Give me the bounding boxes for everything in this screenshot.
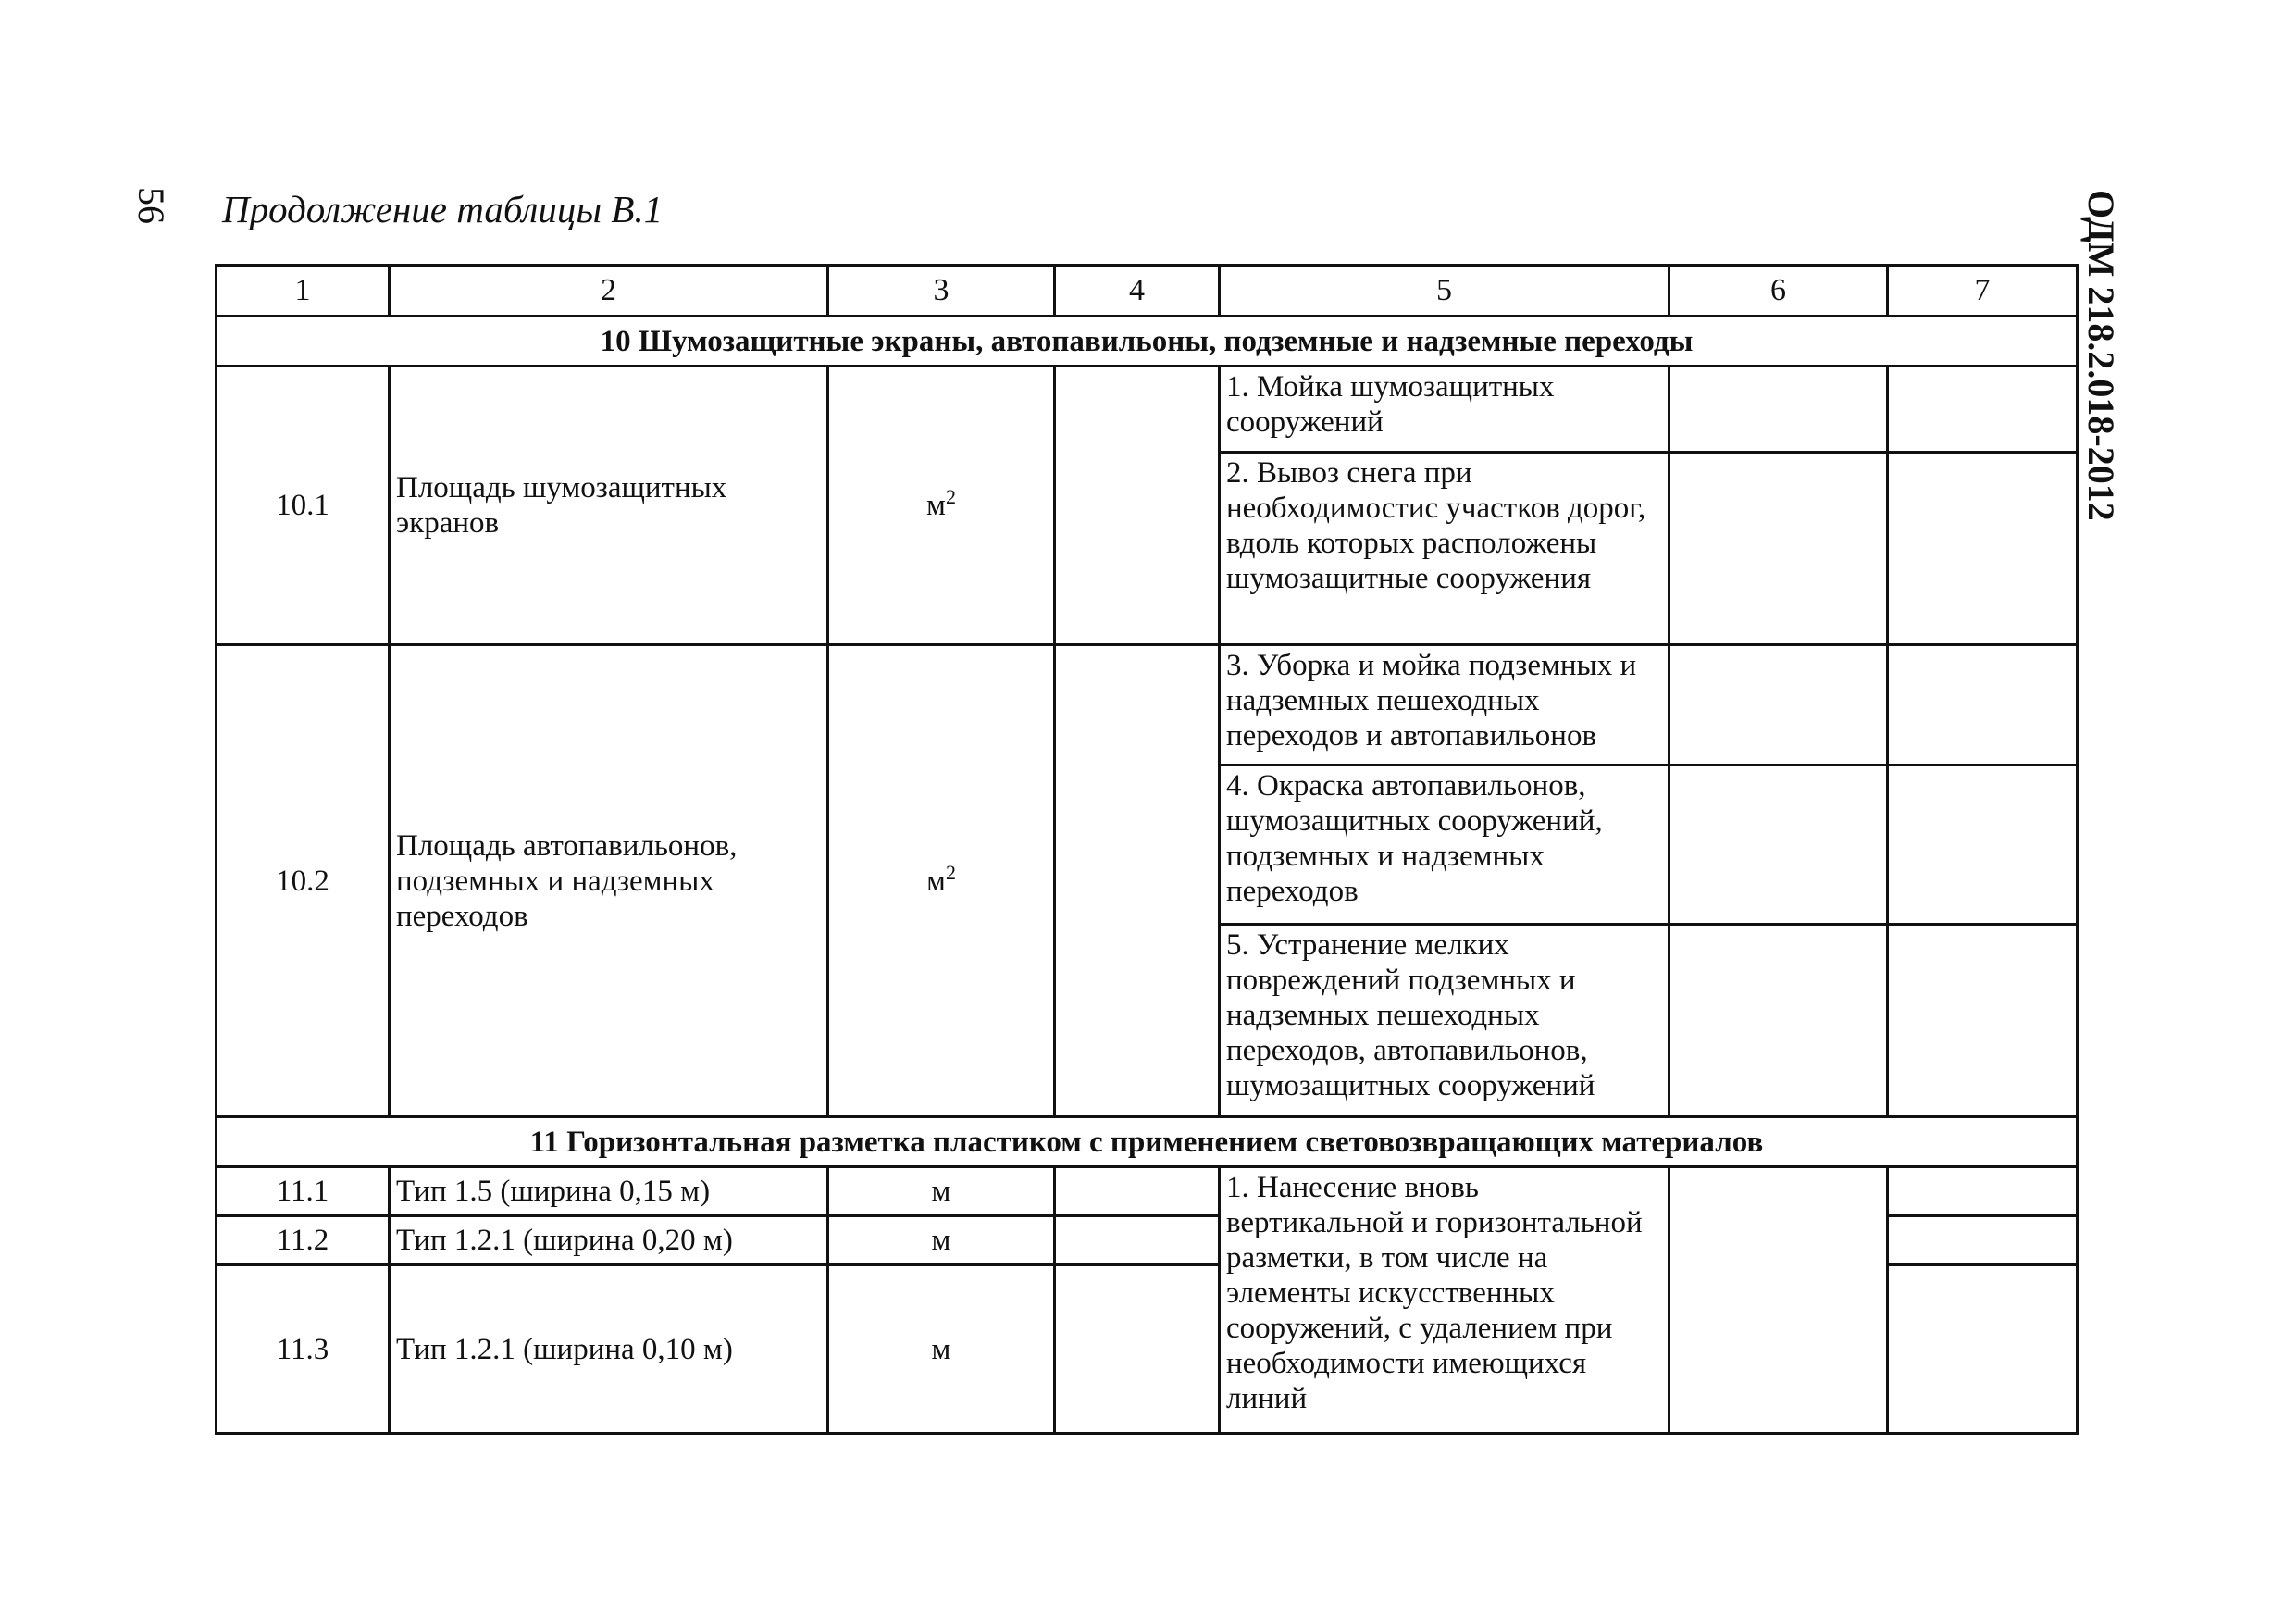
header-cell: 5	[1220, 266, 1669, 317]
empty-cell	[1888, 1265, 2078, 1434]
row-unit	[828, 367, 1055, 645]
empty-cell	[1055, 1265, 1220, 1434]
empty-cell	[1888, 1216, 2078, 1265]
row-number: 11.2	[217, 1216, 390, 1265]
empty-cell	[1669, 453, 1888, 645]
empty-cell	[1055, 367, 1220, 645]
empty-cell	[1055, 1216, 1220, 1265]
table-row	[217, 1167, 2078, 1216]
row-unit: м	[828, 1167, 1055, 1216]
table-caption: Продолжение таблицы В.1	[222, 188, 664, 230]
work-item: 1. Мойка шумозащитных сооружений	[1220, 367, 1669, 453]
row-number: 11.1	[217, 1167, 390, 1216]
header-row	[217, 266, 2078, 317]
empty-cell	[1669, 645, 1888, 765]
row-number: 11.3	[217, 1265, 390, 1434]
unit-text: м	[926, 489, 946, 522]
unit-text: м	[926, 864, 946, 898]
row-name: Тип 1.2.1 (ширина 0,20 м)	[390, 1216, 828, 1265]
empty-cell	[1888, 645, 2078, 765]
empty-cell	[1888, 367, 2078, 453]
row-name: Площадь шумозащитных экранов	[390, 367, 828, 645]
row-unit	[828, 645, 1055, 1117]
header-cell: 3	[828, 266, 1055, 317]
unit-superscript: 2	[945, 860, 956, 884]
work-item: 2. Вывоз снега при необходимостис участков дорог, вдоль которых расположены шумозащитные сооружения	[1220, 453, 1669, 645]
empty-cell	[1669, 765, 1888, 925]
empty-cell	[1669, 1167, 1888, 1434]
table-row	[217, 367, 2078, 453]
empty-cell	[1055, 645, 1220, 1117]
row-name: Тип 1.5 (ширина 0,15 м)	[390, 1167, 828, 1216]
empty-cell	[1888, 1167, 2078, 1216]
empty-cell	[1055, 1167, 1220, 1216]
row-unit: м	[828, 1265, 1055, 1434]
header-cell: 6	[1669, 266, 1888, 317]
row-name: Площадь автопавильонов, подземных и надземных переходов	[390, 645, 828, 1117]
section-row	[217, 1117, 2078, 1167]
header-cell: 7	[1888, 266, 2078, 317]
empty-cell	[1669, 925, 1888, 1117]
header-cell: 2	[390, 266, 828, 317]
document-id: ОДМ 218.2.018-2012	[2080, 190, 2122, 521]
data-table	[215, 264, 2079, 1435]
empty-cell	[1888, 925, 2078, 1117]
row-number: 10.2	[217, 645, 390, 1117]
header-cell: 4	[1055, 266, 1220, 317]
section-title-10: 10 Шумозащитные экраны, автопавильоны, подземные и надземные переходы	[217, 317, 2078, 367]
header-cell: 1	[217, 266, 390, 317]
table-row	[217, 645, 2078, 765]
work-item: 5. Устранение мелких повреждений подземных и надземных пешеходных переходов, автопавильонов, шумозащитных сооружений	[1220, 925, 1669, 1117]
section-row	[217, 317, 2078, 367]
unit-superscript: 2	[945, 485, 956, 508]
empty-cell	[1669, 367, 1888, 453]
page-number: 56	[130, 187, 172, 224]
row-name: Тип 1.2.1 (ширина 0,10 м)	[390, 1265, 828, 1434]
work-item: 1. Нанесение вновь вертикальной и горизонтальной разметки, в том числе на элементы искусственных сооружений, с удалением при необходимости имеющихся линий	[1220, 1167, 1669, 1434]
row-number: 10.1	[217, 367, 390, 645]
section-title-11: 11 Горизонтальная разметка пластиком с применением световозвращающих материалов	[217, 1117, 2078, 1167]
empty-cell	[1888, 453, 2078, 645]
row-unit: м	[828, 1216, 1055, 1265]
work-item: 3. Уборка и мойка подземных и надземных пешеходных переходов и автопавильонов	[1220, 645, 1669, 765]
work-item: 4. Окраска автопавильонов, шумозащитных сооружений, подземных и надземных переходов	[1220, 765, 1669, 925]
empty-cell	[1888, 765, 2078, 925]
